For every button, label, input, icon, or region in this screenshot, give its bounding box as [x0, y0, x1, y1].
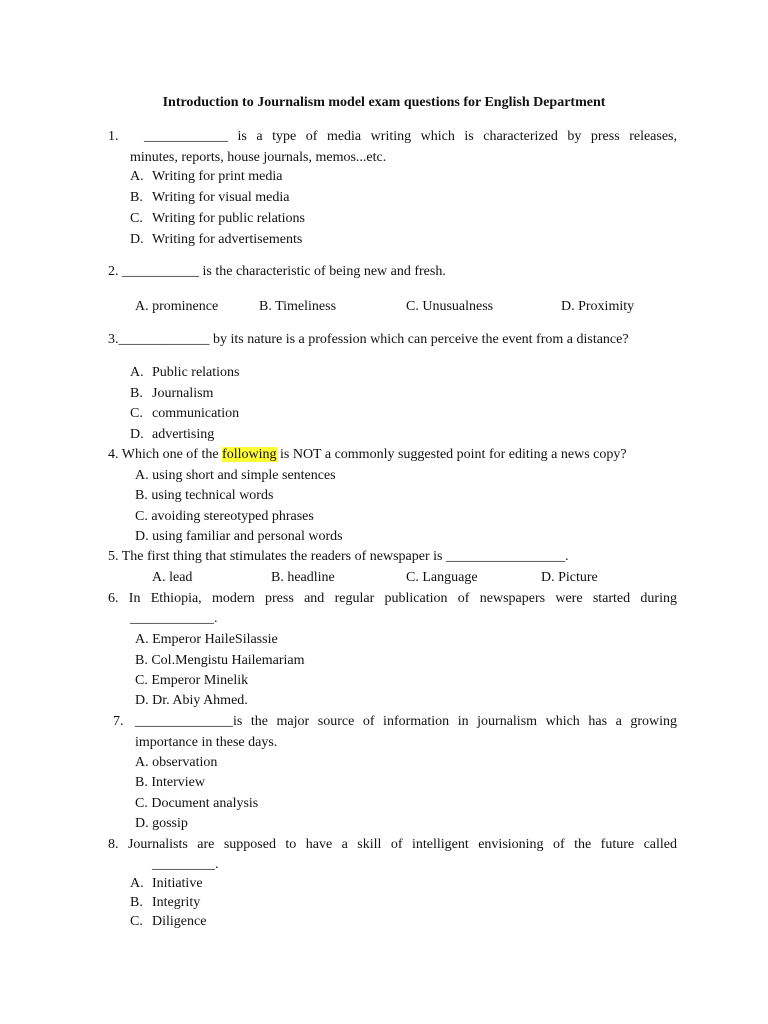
- q8-option-c-letter: C.: [130, 914, 143, 929]
- q4-option-a: A. using short and simple sentences: [135, 468, 336, 483]
- q1-option-a-letter: A.: [130, 169, 144, 184]
- q3-option-d-letter: D.: [130, 427, 144, 442]
- q5-option-a: A. lead: [152, 570, 193, 585]
- q7-line1: ______________is the major source of information in journalism which has a growing: [135, 714, 677, 729]
- q7-option-b: B. Interview: [135, 775, 205, 790]
- q8-option-b: Integrity: [152, 895, 201, 910]
- q6-line2: ____________.: [130, 611, 218, 626]
- q3-option-b: Journalism: [152, 386, 214, 401]
- q8-option-a-letter: A.: [130, 876, 144, 891]
- q4-highlight: following: [222, 447, 277, 462]
- q6-option-b: B. Col.Mengistu Hailemariam: [135, 653, 305, 668]
- q4-text: [108, 446, 627, 463]
- q1-line2: minutes, reports, house journals, memos...etc.: [130, 150, 387, 165]
- q7-number: 7.: [113, 714, 124, 729]
- q4-option-d: D. using familiar and personal words: [135, 529, 343, 544]
- q7-line2: importance in these days.: [135, 735, 278, 750]
- q3-option-c-letter: C.: [130, 406, 143, 421]
- q4-text-pre: 4. Which one of the: [108, 447, 223, 462]
- q1-option-d: Writing for advertisements: [152, 232, 303, 247]
- q2-option-b: B. Timeliness: [259, 299, 337, 314]
- q5-option-d: D. Picture: [541, 570, 598, 585]
- q5-text: 5. The first thing that stimulates the readers of newspaper is _________________.: [108, 549, 569, 564]
- q3-option-a: Public relations: [152, 365, 240, 380]
- q8-option-b-letter: B.: [130, 895, 143, 910]
- q8-option-c: Diligence: [152, 914, 207, 929]
- q5-option-c: C. Language: [406, 570, 478, 585]
- q3-option-d: advertising: [152, 427, 215, 442]
- q2-option-a: A. prominence: [135, 299, 219, 314]
- q2-option-d: D. Proximity: [561, 299, 635, 314]
- q1-option-b-letter: B.: [130, 190, 143, 205]
- q6-option-d: D. Dr. Abiy Ahmed.: [135, 693, 248, 708]
- q1-option-c: Writing for public relations: [152, 211, 306, 226]
- q1-line1: ____________ is a type of media writing which is characterized by press releases,: [144, 129, 677, 144]
- q1-number: 1.: [108, 129, 119, 144]
- q7-option-d: D. gossip: [135, 816, 188, 831]
- q8-line2: _________.: [152, 857, 219, 872]
- q5-option-b: B. headline: [271, 570, 335, 585]
- q4-option-c: C. avoiding stereotyped phrases: [135, 509, 314, 524]
- q7-option-c: C. Document analysis: [135, 796, 259, 811]
- q7-option-a: A. observation: [135, 755, 218, 770]
- q8-option-a: Initiative: [152, 876, 203, 891]
- q1-option-a: Writing for print media: [152, 169, 283, 184]
- q8-line1: 8. Journalists are supposed to have a skill of intelligent envisioning of the future called: [108, 837, 677, 852]
- q3-option-c: communication: [152, 406, 240, 421]
- q2-text: 2. ___________ is the characteristic of being new and fresh.: [108, 264, 446, 279]
- q4-text-post: is NOT a commonly suggested point for editing a news copy?: [276, 447, 627, 462]
- document-title: Introduction to Journalism model exam questions for English Department: [162, 95, 606, 110]
- q3-option-b-letter: B.: [130, 386, 143, 401]
- q1-option-d-letter: D.: [130, 232, 144, 247]
- q3-text: 3._____________ by its nature is a profession which can perceive the event from a distance?: [108, 332, 629, 347]
- q3-option-a-letter: A.: [130, 365, 144, 380]
- q2-option-c: C. Unusualness: [406, 299, 494, 314]
- q1-option-c-letter: C.: [130, 211, 143, 226]
- q1-option-b: Writing for visual media: [152, 190, 290, 205]
- q6-line1: 6. In Ethiopia, modern press and regular publication of newspapers were started during: [108, 591, 677, 606]
- q6-option-c: C. Emperor Minelik: [135, 673, 249, 688]
- q4-option-b: B. using technical words: [135, 488, 274, 503]
- q6-option-a: A. Emperor HaileSilassie: [135, 632, 278, 647]
